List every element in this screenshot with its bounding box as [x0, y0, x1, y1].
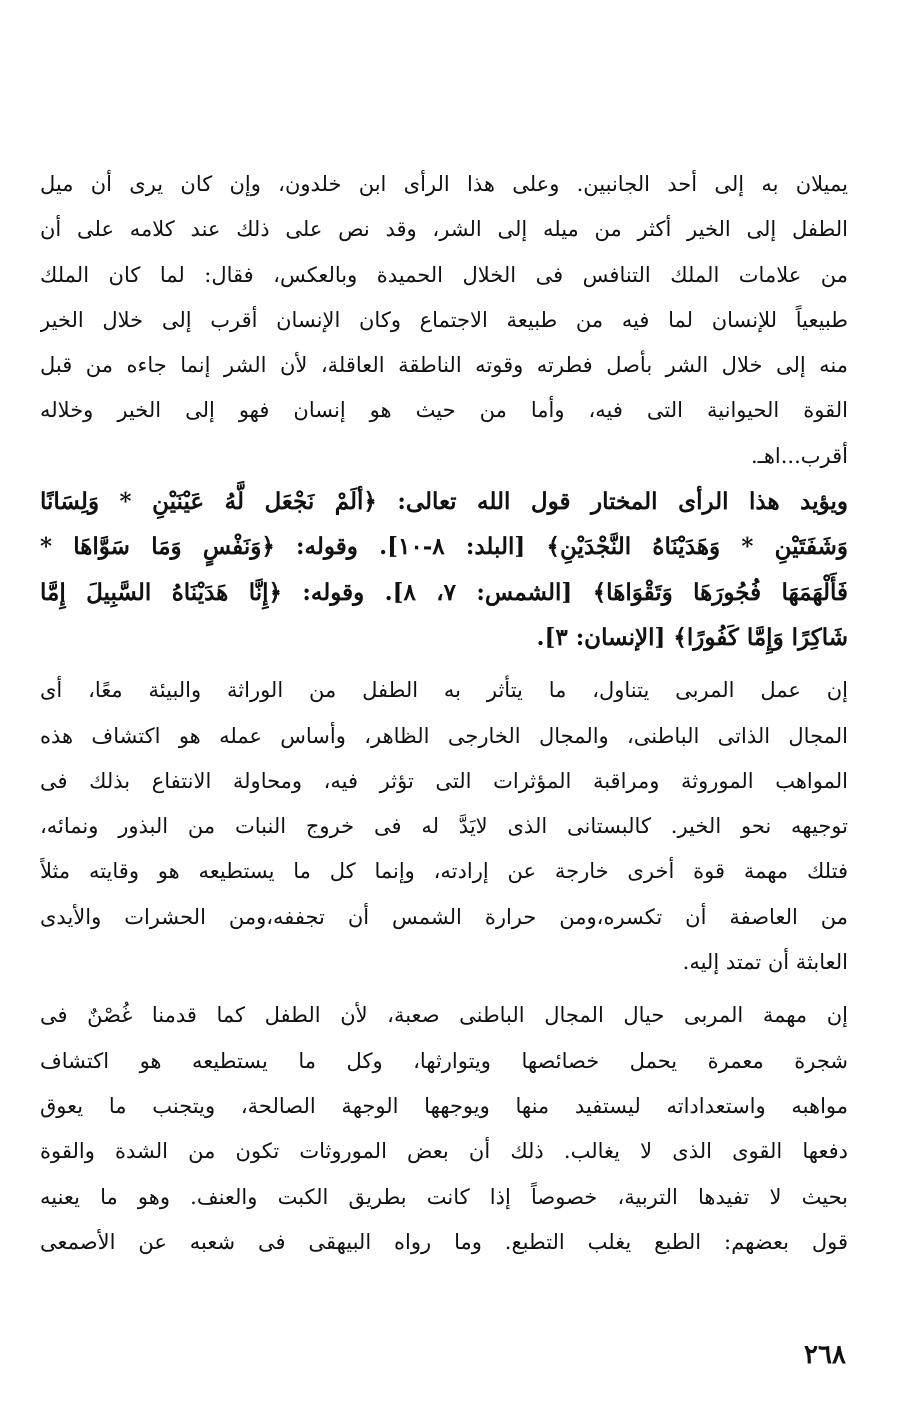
text-line: المجال الذاتى الباطنى، والمجال الخارجى الظاهر، وأساس عمله هو اكتشاف هذه	[40, 723, 848, 748]
text-line: أقرب...اهـ.	[751, 443, 848, 468]
paragraph-quran-verses	[40, 479, 848, 660]
paragraph-gap	[40, 660, 848, 668]
paragraph-educator-work	[40, 668, 848, 985]
paragraph-educator-task	[40, 993, 848, 1265]
text-line: قول بعضهم: الطبع يغلب التطبع. وما رواه البيهقى فى شعبه عن الأصمعى	[40, 1229, 848, 1254]
paragraph-ibn-khaldun	[40, 162, 848, 479]
text-line: مواهبه واستعداداته ليستفيد منها ويوجهها الوجهة الصالحة، ويتجنب ما يعوق	[40, 1093, 848, 1118]
text-line: فتلك مهمة قوة أخرى خارجة عن إرادته، وإنما كل ما يستطيعه هو وقايته مثلاً	[40, 859, 848, 884]
text-line: وَشَفَتَيْنِ * وَهَدَيْنَاهُ النَّجْدَيْنِ﴾ [البلد: ٨-١٠]. وقوله: ﴿وَنَفْسٍ وَمَا سَوَّاهَا *	[40, 533, 848, 561]
text-line: من علامات الملك التنافس فى الخلال الحميدة وبالعكس، فقال: لما كان الملك	[40, 262, 848, 287]
text-line: العابثة أن تمتد إليه.	[682, 950, 848, 975]
text-line: من العاصفة أن تكسره،ومن حرارة الشمس أن تجففه،ومن الحشرات والأيدى	[40, 904, 848, 929]
text-line: القوة الحيوانية التى فيه، وأما من حيث هو إنسان فهو إلى الخير وخلاله	[40, 398, 848, 423]
text-line: شجرة معمرة يحمل خصائصها ويتوارثها، وكل ما يستطيعه هو اكتشاف	[40, 1048, 848, 1073]
text-line: الطفل إلى الخير أكثر من ميله إلى الشر، وقد نص على ذلك عند كلامه على أن	[40, 217, 848, 242]
page-body	[40, 162, 848, 1265]
text-line: شَاكِرًا وَإِمَّا كَفُورًا﴾ [الإنسان: ٣].	[536, 623, 848, 651]
paragraph-gap	[40, 985, 848, 993]
page-number: ٢٦٨	[804, 1340, 846, 1370]
text-line: إن عمل المربى يتناول، ما يتأثر به الطفل من الوراثة والبيئة معًا، أى	[40, 678, 848, 703]
text-line: توجيهه نحو الخير. كالبستانى الذى لايَدَّ له فى خروج النبات من البذور ونمائه،	[40, 814, 848, 839]
text-line: يميلان به إلى أحد الجانبين. وعلى هذا الرأى ابن خلدون، وإن كان يرى أن ميل	[40, 172, 848, 196]
text-line: بحيث لا تفيدها التربية، خصوصاً إذا كانت بطريق الكبت والعنف. وهو ما يعنيه	[40, 1184, 848, 1209]
text-line: فَأَلْهَمَهَا فُجُورَهَا وَتَقْوَاهَا﴾ [الشمس: ٧، ٨]. وقوله: ﴿إِنَّا هَدَيْنَاهُ السَّبِيلَ إِمَّا	[40, 578, 848, 606]
text-line: طبيعياً للإنسان لما فيه من طبيعة الاجتماع وكان الإنسان أقرب إلى خلال الخير	[40, 307, 848, 332]
text-line: المواهب الموروثة ومراقبة المؤثرات التى تؤثر فيه، ومحاولة الانتفاع بذلك فى	[40, 768, 848, 793]
text-line: دفعها القوى الذى لا يغالب. ذلك أن بعض الموروثات تكون من الشدة والقوة	[40, 1139, 848, 1164]
text-line: إن مهمة المربى حيال المجال الباطنى صعبة، لأن الطفل كما قدمنا غُصْنٌ فى	[40, 1003, 848, 1028]
text-line: منه إلى خلال الشر بأصل فطرته وقوته الناطقة العاقلة، لأن الشر إنما جاءه من قبل	[40, 353, 848, 378]
text-line: ويؤيد هذا الرأى المختار قول الله تعالى: ﴿ألَمْ نَجْعَل لَّهُ عَيْنَيْنِ * وَلِسَانًا	[40, 488, 848, 516]
